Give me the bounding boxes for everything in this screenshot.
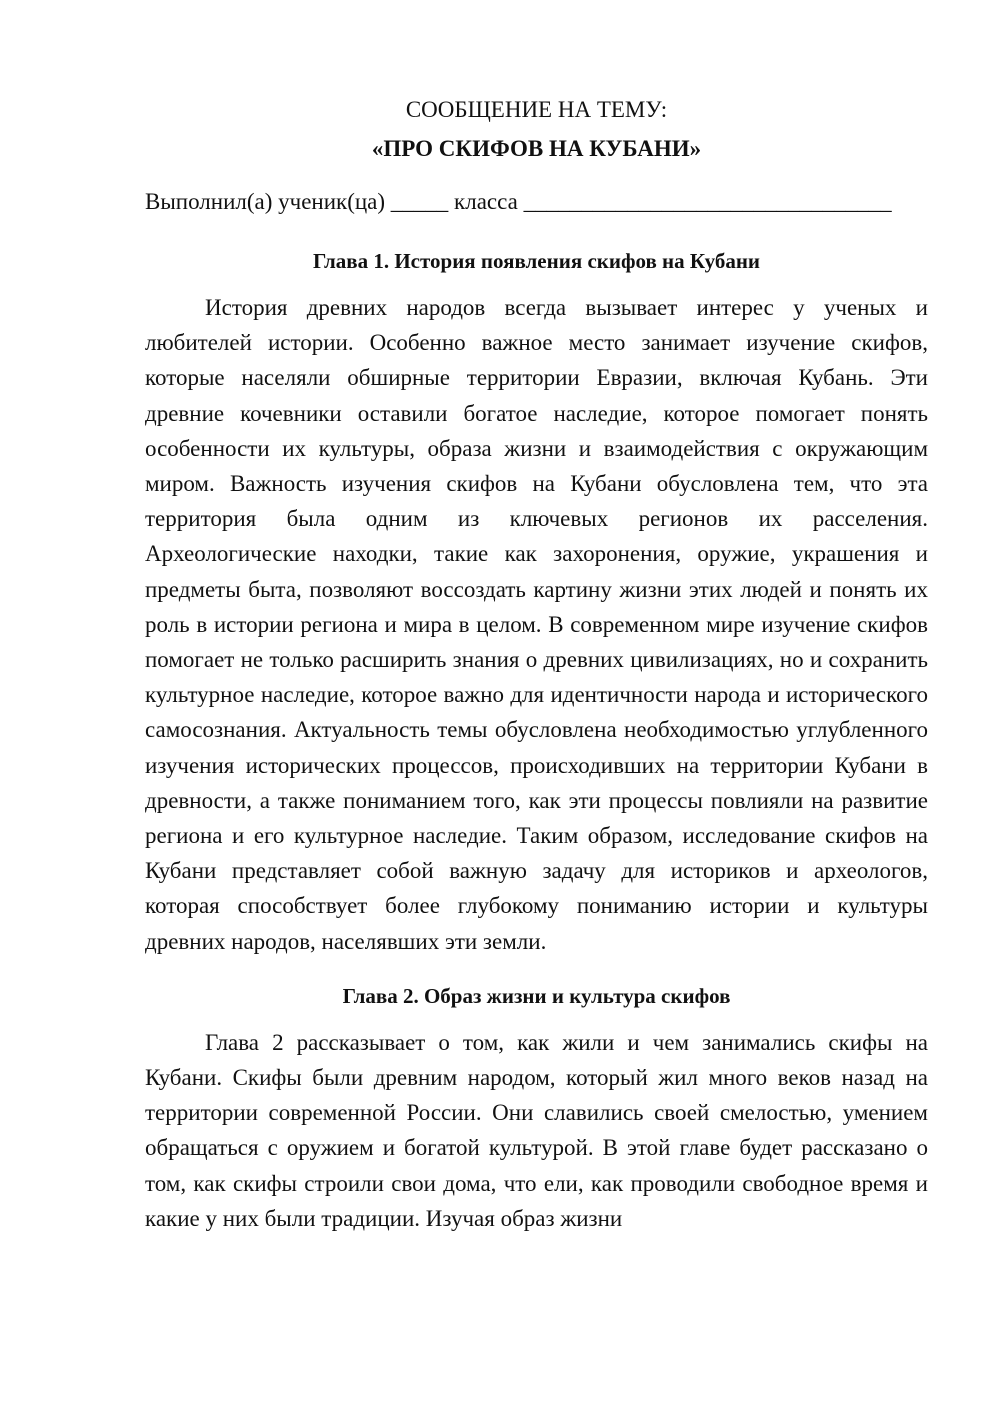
document-page [145,92,928,1236]
chapter-2-heading: Глава 2. Образ жизни и культура скифов [342,983,731,1008]
chapter-1-heading: Глава 1. История появления скифов на Кубани [312,249,761,273]
chapter-2-paragraph: Глава 2 рассказывает о том, как жили и чем занимались скифы на Кубани. Скифы были древним народом, который жил много веков назад на территории современной России. Они славились своей смелостью, умением обращаться с оружием и богатой культурой. В этой главе будет рассказано о том, как скифы строили свои дома, что ели, как проводили свободное время и какие у них были традиции. Изучая образ жизни [145,1029,928,1231]
author-line: Выполнил(а) ученик(ца) _____ класса ________________________________ [145,189,892,214]
document-title-line1: СООБЩЕНИЕ НА ТЕМУ: [405,97,668,122]
chapter-1-paragraph: История древних народов всегда вызывает интерес у ученых и любителей истории. Особенно важное место занимает изучение скифов, которые населяли обширные территории Евразии, включая Кубань. Эти древние кочевники оставили богатое наследие, которое помогает понять особенности их культуры, образа жизни и взаимодействия с окружающим миром. Важность изучения скифов на Кубани обусловлена тем, что эта территория была одним из ключевых регионов их расселения. Археологические находки, такие как захоронения, оружие, украшения и предметы быта, позволяют воссоздать картину жизни этих людей и понять их роль в истории региона и мира в целом. В современном мире изучение скифов помогает не только расширить знания о древних цивилизациях, но и сохранить культурное наследие, которое важно для идентичности народа и исторического самосознания. Актуальность темы обусловлена необходимостью углубленного изучения исторических процессов, происходивших на территории Кубани в древности, а также пониманием того, как эти процессы повлияли на развитие региона и его культурное наследие. Таким образом, исследование скифов на Кубани представляет собой важную задачу для историков и археологов, которая способствует более глубокому пониманию истории и культуры древних народов, населявших эти земли. [145,295,928,954]
document-title: «ПРО СКИФОВ НА КУБАНИ» [371,136,702,161]
